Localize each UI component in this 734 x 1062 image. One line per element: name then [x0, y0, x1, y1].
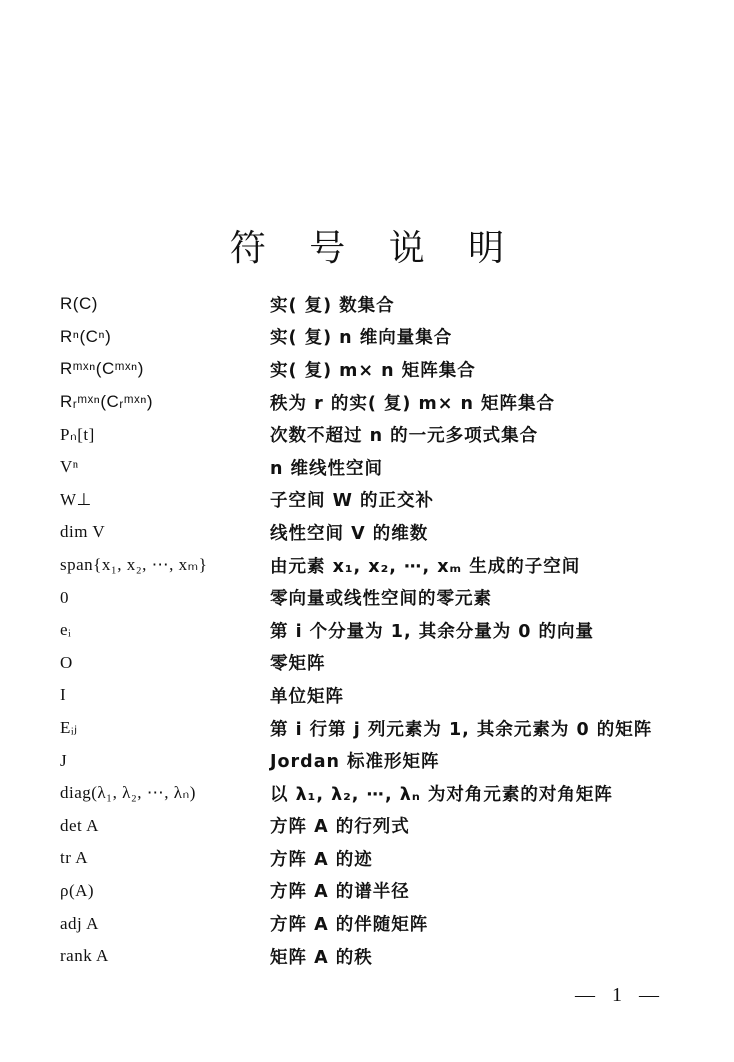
symbol-row [60, 353, 700, 386]
symbol-row [60, 744, 700, 777]
symbol: dim V [60, 522, 106, 542]
symbol: I [60, 685, 67, 705]
description: 矩阵 A 的秩 [270, 947, 373, 968]
description: 秩为 r 的实( 复) m× n 矩阵集合 [270, 393, 556, 414]
description: 实( 复) 数集合 [270, 295, 395, 316]
description: 次数不超过 n 的一元多项式集合 [270, 426, 539, 447]
symbol-row [60, 418, 700, 451]
description: 方阵 A 的谱半径 [270, 882, 410, 903]
symbol-row [60, 842, 700, 875]
symbol-row [60, 679, 700, 712]
symbol: adj A [60, 913, 99, 933]
symbol-row [60, 516, 700, 549]
symbol-row [60, 907, 700, 940]
symbol-row [60, 810, 700, 843]
symbol-row [60, 940, 700, 973]
symbol: O [60, 652, 73, 672]
symbol-row [60, 875, 700, 908]
symbol: diag(λ₁, λ₂, ⋯, λₙ) [60, 783, 196, 803]
symbol: ρ(A) [60, 880, 95, 900]
symbol: Rᵣᵐˣⁿ(Cᵣᵐˣⁿ) [60, 392, 154, 412]
description: 第 i 个分量为 1, 其余分量为 0 的向量 [270, 621, 595, 642]
description: 实( 复) n 维向量集合 [270, 328, 453, 349]
description: 以 λ₁, λ₂, ⋯, λₙ 为对角元素的对角矩阵 [270, 784, 613, 805]
symbol-table [60, 288, 700, 972]
symbol: Vⁿ [60, 457, 79, 477]
symbol: eᵢ [60, 620, 72, 640]
description: Jordan 标准形矩阵 [270, 752, 440, 773]
description: 零矩阵 [270, 654, 326, 675]
symbol-row [60, 386, 700, 419]
symbol-row [60, 647, 700, 680]
description: 方阵 A 的伴随矩阵 [270, 915, 429, 936]
symbol-row [60, 549, 700, 582]
symbol: tr A [60, 848, 88, 868]
description: 由元素 x₁, x₂, ⋯, xₘ 生成的子空间 [270, 556, 581, 577]
description: 第 i 行第 j 列元素为 1, 其余元素为 0 的矩阵 [270, 719, 653, 740]
symbol: J [60, 750, 68, 770]
symbol-row [60, 581, 700, 614]
symbol-row [60, 484, 700, 517]
symbol: Eᵢⱼ [60, 718, 78, 738]
symbol-row [60, 614, 700, 647]
symbol-row [60, 712, 700, 745]
symbol: Rⁿ(Cⁿ) [60, 326, 112, 346]
description: 实( 复) m× n 矩阵集合 [270, 360, 476, 381]
symbol: rank A [60, 946, 109, 966]
symbol-row [60, 321, 700, 354]
symbol-row [60, 777, 700, 810]
symbol: W⊥ [60, 489, 92, 509]
page-title: 符 号 说 明 [229, 228, 521, 270]
symbol: Rᵐˣⁿ(Cᵐˣⁿ) [60, 359, 144, 379]
description: 方阵 A 的行列式 [270, 817, 410, 838]
symbol: 0 [60, 587, 69, 607]
description: 零向量或线性空间的零元素 [270, 589, 492, 610]
page-number: — 1 — [575, 984, 665, 1006]
symbol-row [60, 288, 700, 321]
description: 单位矩阵 [270, 686, 344, 707]
description: 方阵 A 的迹 [270, 849, 373, 870]
symbol: span{x₁, x₂, ⋯, xₘ} [60, 555, 208, 575]
symbol: R(C) [60, 294, 98, 314]
description: 线性空间 V 的维数 [270, 523, 429, 544]
description: n 维线性空间 [270, 458, 384, 479]
symbol: det A [60, 815, 99, 835]
description: 子空间 W 的正交补 [270, 491, 434, 512]
symbol-row [60, 451, 700, 484]
symbol: Pₙ[t] [60, 424, 95, 444]
